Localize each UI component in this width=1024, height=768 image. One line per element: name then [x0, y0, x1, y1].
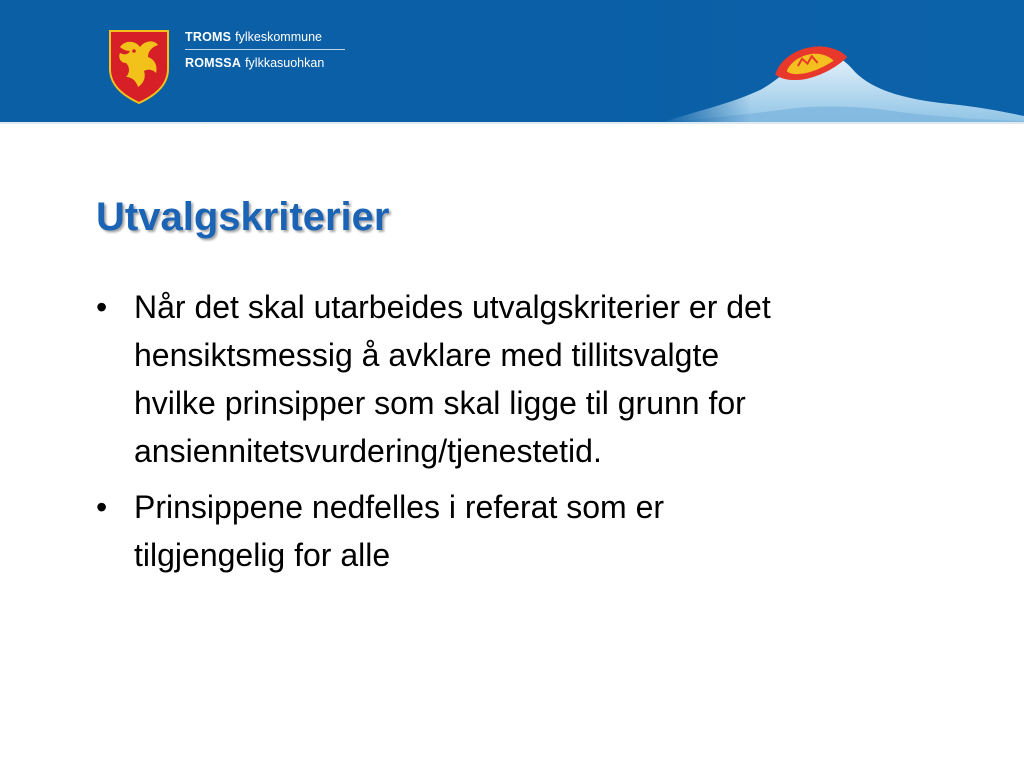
bullet-line: hensiktsmessig å avklare med tillitsvalgte: [134, 337, 720, 373]
bullet-line: Prinsippene nedfelles i referat som er: [134, 489, 665, 525]
brand-line-sami: [185, 53, 355, 73]
bullet-line: ansiennitetsvurdering/tjenestetid.: [134, 433, 602, 469]
brand-name-romssa: ROMSSA: [185, 56, 242, 70]
header-band: [0, 0, 1024, 123]
brand-text: [185, 27, 355, 73]
bullet-item: [96, 283, 956, 475]
griffin-crest-icon: [106, 29, 172, 105]
bullet-list: [96, 283, 956, 587]
brand-suffix-fylkkasuohkan: fylkkasuohkan: [245, 56, 325, 70]
brand-line-norwegian: [185, 27, 355, 47]
slide-title: Utvalgskriterier: [96, 195, 390, 239]
bullet-icon: •: [96, 489, 108, 525]
bullet-line: Når det skal utarbeides utvalgskriterier er det: [134, 289, 771, 325]
bullet-icon: •: [96, 289, 108, 325]
bullet-line: tilgjengelig for alle: [134, 537, 391, 573]
bullet-item: [96, 483, 956, 579]
brand-divider: [185, 49, 345, 50]
brand-suffix-fylkeskommune: fylkeskommune: [235, 30, 322, 44]
mountain-landscape-icon: [660, 0, 1024, 123]
brand-name-troms: TROMS: [185, 30, 232, 44]
header-divider: [0, 122, 1024, 124]
bullet-line: hvilke prinsipper som skal ligge til grunn for: [134, 385, 746, 421]
